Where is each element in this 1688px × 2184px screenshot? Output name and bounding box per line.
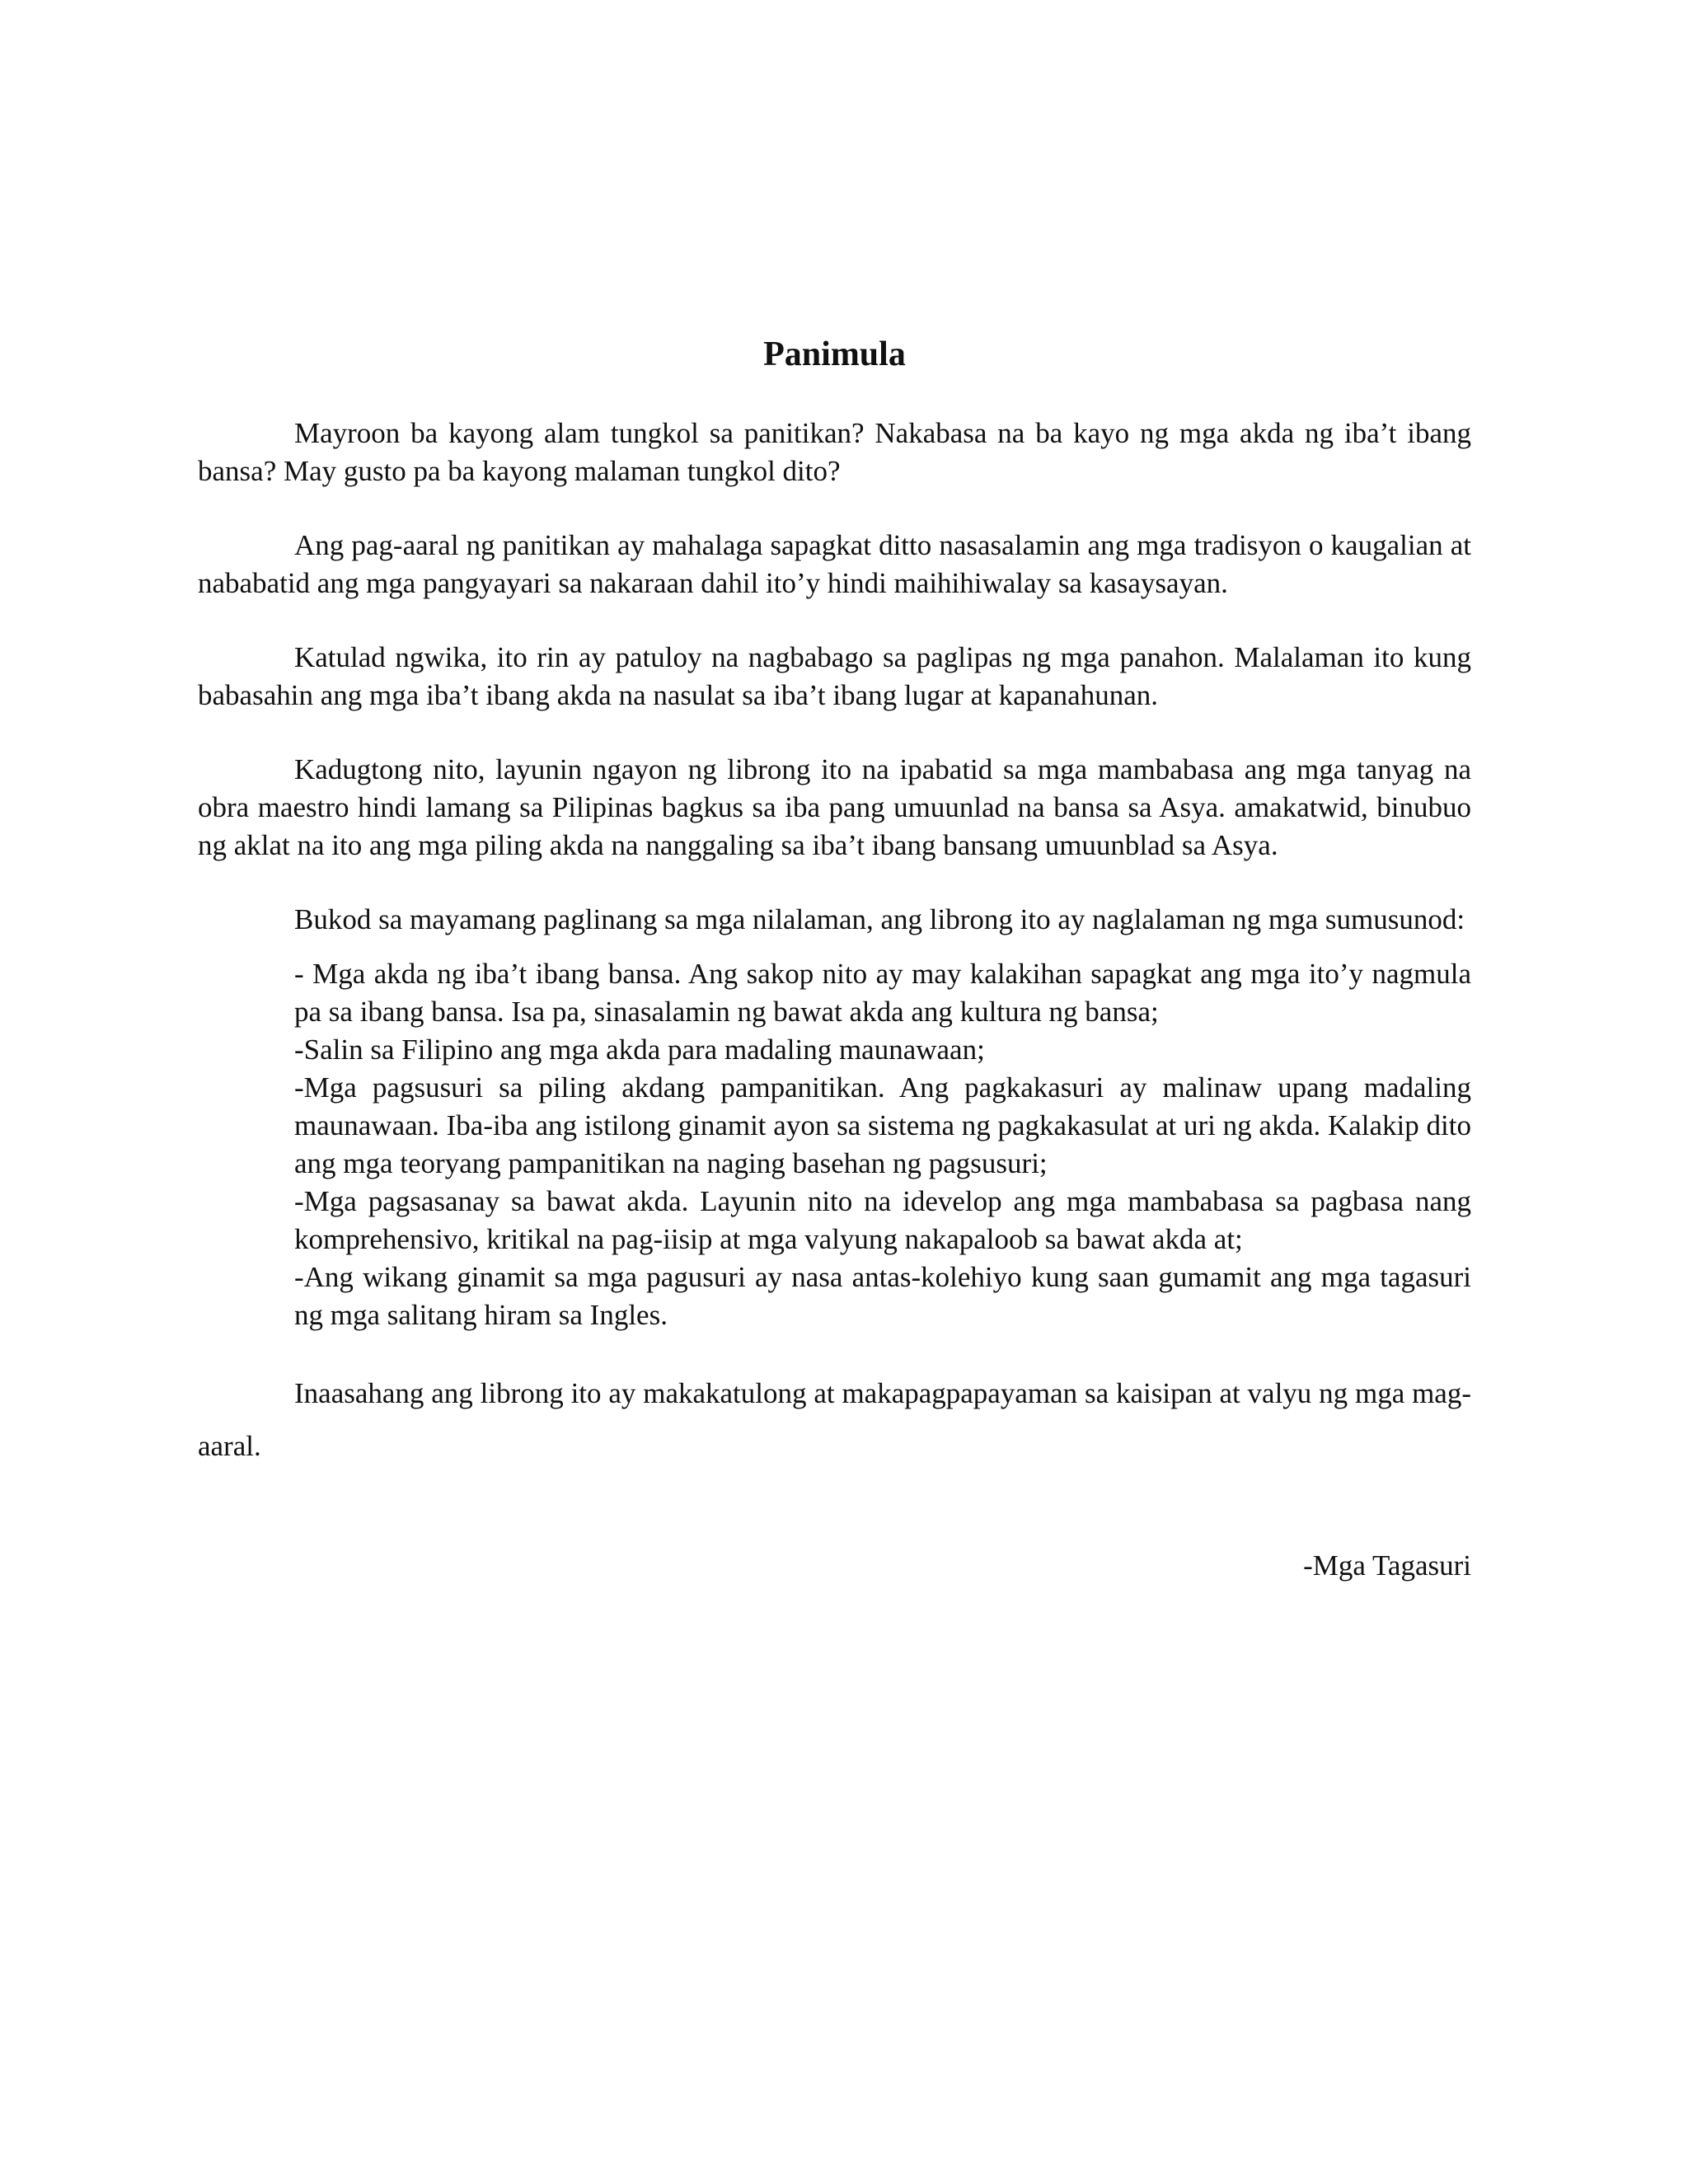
list-item: - Mga akda ng iba’t ibang bansa. Ang sakop nito ay may kalakihan sapagkat ang mga ito’y nagmula pa sa ibang bansa. Isa pa, sinasalamin ng bawat akda ang kultura ng bansa;	[294, 958, 1471, 1028]
document-page	[198, 326, 1471, 1585]
page-title: Panimula	[763, 335, 906, 373]
paragraph-intro: Mayroon ba kayong alam tungkol sa panitikan? Nakabasa na ba kayo ng mga akda ng iba’t ibang bansa? May gusto pa ba kayong malaman tungkol dito?	[198, 417, 1471, 487]
list-item: -Mga pagsasanay sa bawat akda. Layunin nito na idevelop ang mga mambabasa sa pagbasa nang komprehensivo, kritikal na pag-iisip at mga valyung nakapaloob sa bawat akda at;	[294, 1185, 1471, 1255]
list-item: -Salin sa Filipino ang mga akda para madaling maunawaan;	[294, 1033, 985, 1066]
paragraph-contents-intro: Bukod sa mayamang paglinang sa mga nilalaman, ang librong ito ay naglalaman ng mga sumusunod:	[294, 903, 1465, 935]
list-item: -Ang wikang ginamit sa mga pagusuri ay nasa antas-kolehiyo kung saan gumamit ang mga tagasuri ng mga salitang hiram sa Ingles.	[294, 1261, 1471, 1331]
contents-list	[294, 955, 1471, 1334]
paragraph-importance: Ang pag-aaral ng panitikan ay mahalaga sapagkat ditto nasasalamin ang mga tradisyon o kaugalian at nababatid ang mga pangyayari sa nakaraan dahil ito’y hindi maihihiwalay sa kasaysayan.	[198, 529, 1471, 599]
signature: -Mga Tagasuri	[1303, 1549, 1471, 1582]
list-item: -Mga pagsusuri sa piling akdang pampanitikan. Ang pagkakasuri ay malinaw upang madaling maunawaan. Iba-iba ang istilong ginamit ayon sa sistema ng pagkakasulat at uri ng akda. Kalakip dito ang mga teoryang pampanitikan na naging basehan ng pagsusuri;	[294, 1071, 1471, 1179]
closing-paragraph: Inaasahang ang librong ito ay makakatulong at makapagpapayaman sa kaisipan at valyu ng mga mag-aaral.	[198, 1377, 1471, 1462]
paragraph-purpose: Kadugtong nito, layunin ngayon ng librong ito na ipabatid sa mga mambabasa ang mga tanyag na obra maestro hindi lamang sa Pilipinas bagkus sa iba pang umuunlad na bansa sa Asya. amakatwid, binubuo ng aklat na ito ang mga piling akda na nanggaling sa iba’t ibang bansang umuunblad sa Asya.	[198, 753, 1471, 861]
paragraph-change: Katulad ngwika, ito rin ay patuloy na nagbabago sa paglipas ng mga panahon. Malalaman ito kung babasahin ang mga iba’t ibang akda na nasulat sa iba’t ibang lugar at kapanahunan.	[198, 641, 1471, 711]
